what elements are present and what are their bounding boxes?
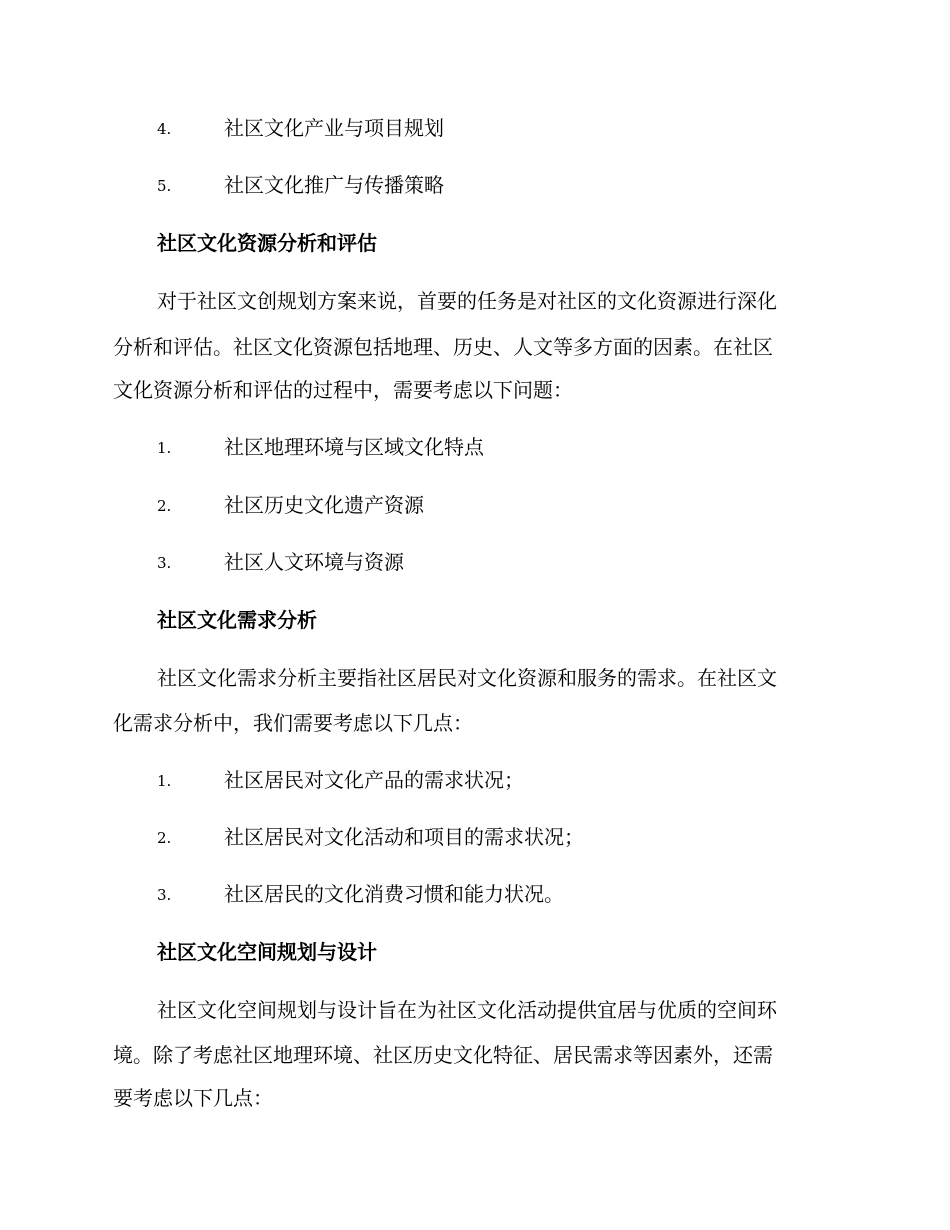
list-item-number: 4. xyxy=(157,120,172,138)
list-item-text: 社区居民对文化产品的需求状况； xyxy=(224,768,524,792)
paragraph-line: 分析和评估。社区文化资源包括地理、历史、人文等多方面的因素。在社区 xyxy=(113,335,773,359)
list-item-text: 社区文化产业与项目规划 xyxy=(224,116,444,140)
paragraph-line: 要考虑以下几点： xyxy=(113,1086,273,1110)
list-item-text: 社区居民的文化消费习惯和能力状况。 xyxy=(224,882,564,906)
section-heading: 社区文化需求分析 xyxy=(157,608,317,632)
list-item-number: 5. xyxy=(157,177,172,195)
list-item-text: 社区地理环境与区域文化特点 xyxy=(224,435,484,459)
paragraph-line: 境。除了考虑社区地理环境、社区历史文化特征、居民需求等因素外，还需 xyxy=(113,1043,773,1067)
paragraph-line: 社区文化需求分析主要指社区居民对文化资源和服务的需求。在社区文 xyxy=(157,666,777,690)
list-item-text: 社区文化推广与传播策略 xyxy=(224,173,444,197)
list-item-number: 3. xyxy=(157,554,172,572)
list-item-number: 2. xyxy=(157,829,172,847)
paragraph-line: 化需求分析中，我们需要考虑以下几点： xyxy=(113,711,473,735)
list-item-text: 社区历史文化遗产资源 xyxy=(224,493,424,517)
paragraph-line: 文化资源分析和评估的过程中，需要考虑以下问题： xyxy=(113,378,573,402)
paragraph-line: 对于社区文创规划方案来说，首要的任务是对社区的文化资源进行深化 xyxy=(157,289,777,313)
paragraph-line: 社区文化空间规划与设计旨在为社区文化活动提供宜居与优质的空间环 xyxy=(157,998,777,1022)
list-item-number: 1. xyxy=(157,772,172,790)
section-heading: 社区文化资源分析和评估 xyxy=(157,231,377,255)
list-item-number: 2. xyxy=(157,497,172,515)
list-item-text: 社区人文环境与资源 xyxy=(224,550,404,574)
list-item-text: 社区居民对文化活动和项目的需求状况； xyxy=(224,825,584,849)
section-heading: 社区文化空间规划与设计 xyxy=(157,940,377,964)
list-item-number: 3. xyxy=(157,886,172,904)
list-item-number: 1. xyxy=(157,439,172,457)
